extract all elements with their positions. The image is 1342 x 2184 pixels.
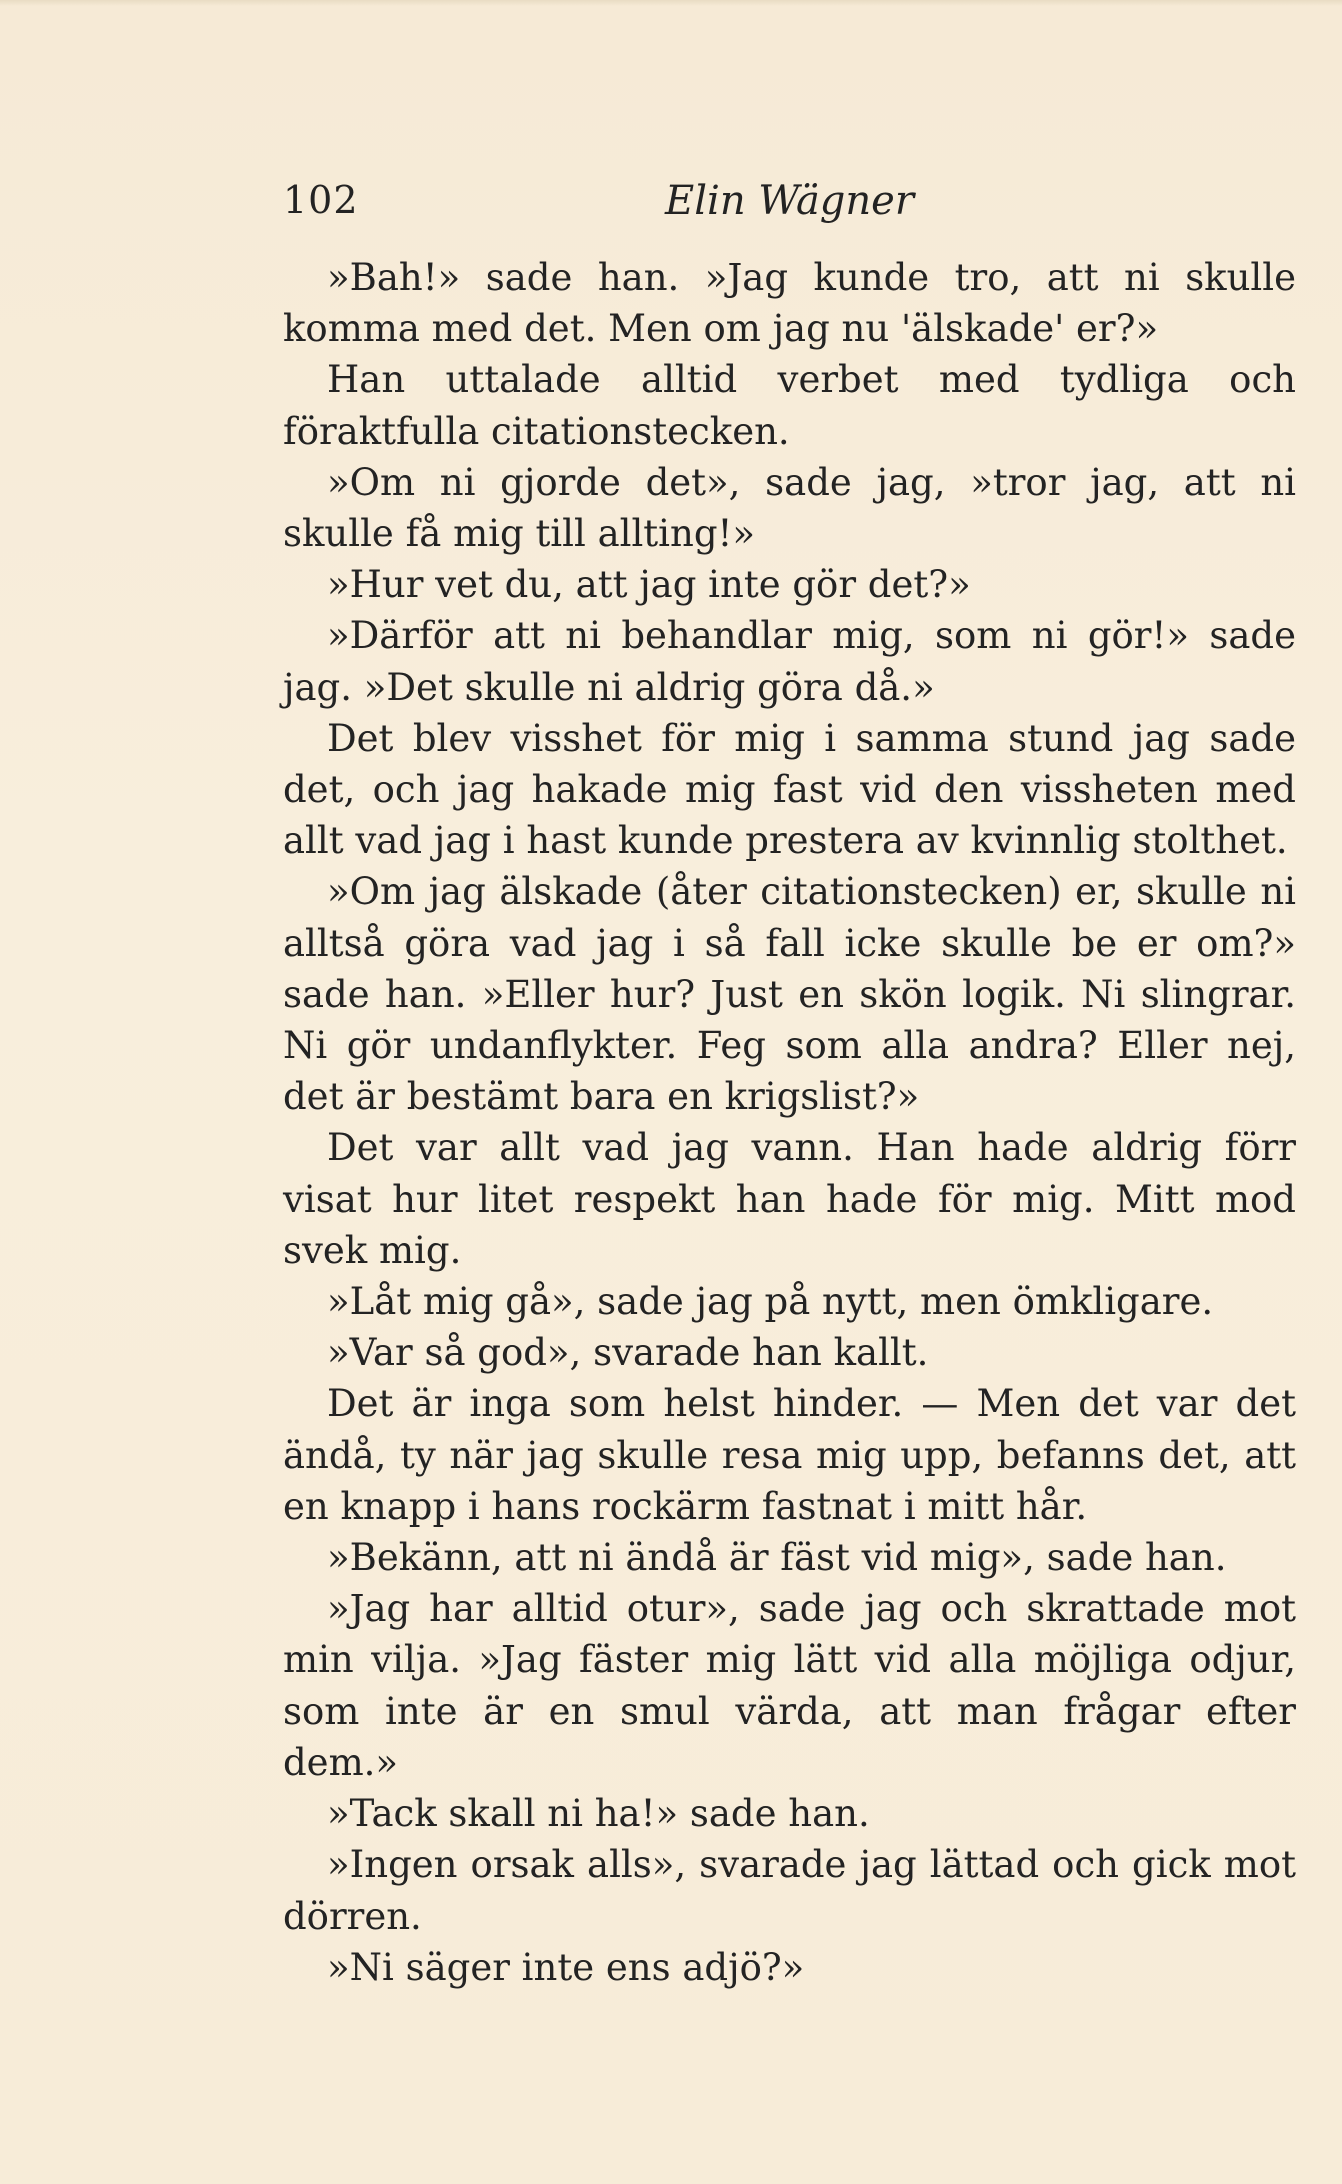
paragraph: »Bekänn, att ni ändå är fäst vid mig», sade han.	[327, 1536, 1227, 1580]
paragraph: Han uttalade alltid verbet med tydliga och föraktfulla citationstecken.	[283, 358, 1296, 453]
paragraph: »Ni säger inte ens adjö?»	[327, 1945, 805, 1989]
paragraph: »Om jag älskade (åter citationstecken) er, skulle ni alltså göra vad jag i så fall icke skulle be er om?» sade han. »Eller hur? Just en skön logik. Ni slingrar. Ni gör undanflykter. Feg som alla andra? Eller nej, det är bestämt bara en krigslist?»	[283, 870, 1296, 1119]
paragraph: »Om ni gjorde det», sade jag, »tror jag, att ni skulle få mig till allting!»	[283, 460, 1296, 556]
page-header	[283, 168, 1296, 228]
paragraph: »Jag har alltid otur», sade jag och skrattade mot min vilja. »Jag fäster mig lätt vid alla möjliga odjur, som inte är en smul värda, att man frågar efter dem.»	[283, 1587, 1296, 1784]
body-text	[283, 252, 1296, 1993]
paragraph: »Ingen orsak alls», svarade jag lättad och gick mot dörren.	[283, 1843, 1296, 1938]
paragraph: »Var så god», svarade han kallt.	[327, 1331, 929, 1375]
paragraph: Det blev visshet för mig i samma stund jag sade det, och jag hakade mig fast vid den vissheten med allt vad jag i hast kunde prestera av kvinnlig stolthet.	[283, 716, 1296, 863]
paragraph: »Låt mig gå», sade jag på nytt, men ömkligare.	[327, 1280, 1214, 1324]
paragraph: »Hur vet du, att jag inte gör det?»	[327, 563, 971, 607]
paragraph: »Tack skall ni ha!» sade han.	[327, 1792, 870, 1836]
page-number: 102	[283, 178, 359, 222]
paragraph: Det är inga som helst hinder. — Men det var det ändå, ty när jag skulle resa mig upp, befanns det, att en knapp i hans rockärm fastnat i mitt hår.	[283, 1382, 1296, 1528]
page-edge-shadow	[0, 0, 1342, 6]
paragraph: Det var allt vad jag vann. Han hade aldrig förr visat hur litet respekt han hade för mig. Mitt mod svek mig.	[283, 1126, 1296, 1272]
paragraph: »Bah!» sade han. »Jag kunde tro, att ni skulle komma med det. Men om jag nu 'älskade' er?»	[283, 256, 1296, 351]
running-title: Elin Wägner	[665, 178, 914, 224]
paragraph: »Därför att ni behandlar mig, som ni gör!» sade jag. »Det skulle ni aldrig göra då.»	[283, 614, 1296, 709]
